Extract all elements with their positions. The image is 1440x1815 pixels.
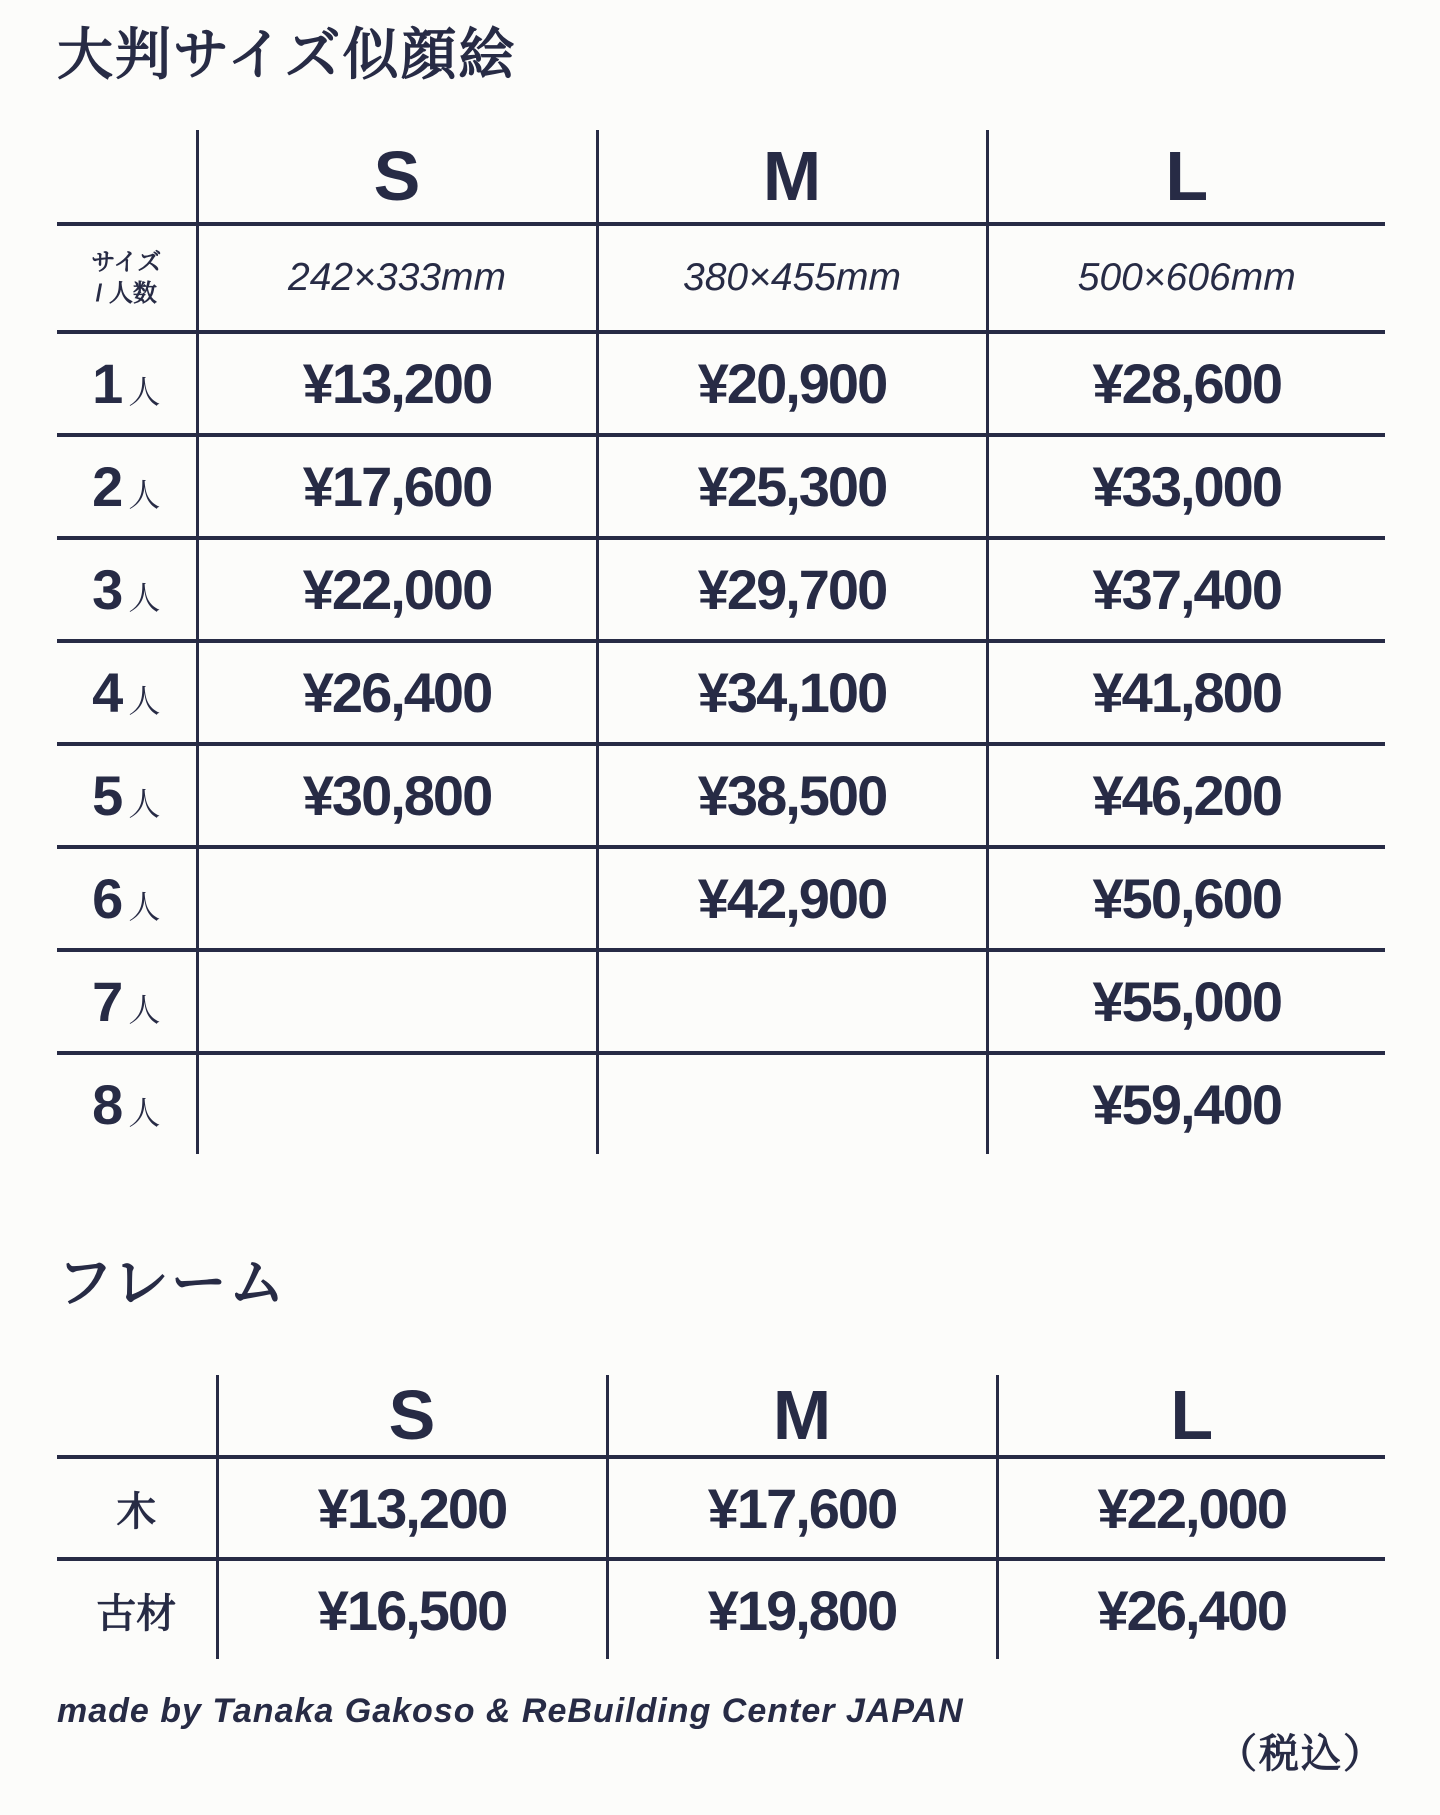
people-count-unit: 人 bbox=[128, 683, 161, 719]
frame-price-cell: ¥16,500 bbox=[217, 1559, 607, 1659]
people-count-number: 3 bbox=[92, 558, 124, 621]
frame-price-cell: ¥26,400 bbox=[997, 1559, 1385, 1659]
frame-material-cell: 古材 bbox=[96, 1591, 177, 1636]
people-count-cell bbox=[57, 744, 197, 847]
portrait-table-row bbox=[57, 847, 1385, 950]
price-cell: ¥28,600 bbox=[987, 332, 1385, 435]
frame-table-row bbox=[57, 1457, 1385, 1559]
frame-section-title: フレーム bbox=[57, 1251, 287, 1314]
column-header-m: M bbox=[597, 130, 987, 224]
people-count-number: 6 bbox=[92, 867, 124, 930]
price-cell: ¥46,200 bbox=[987, 744, 1385, 847]
size-dimensions-m: 380×455mm bbox=[597, 224, 987, 332]
portrait-table-row bbox=[57, 1053, 1385, 1154]
size-people-corner-label bbox=[57, 224, 197, 332]
price-cell bbox=[597, 1053, 987, 1154]
price-cell: ¥20,900 bbox=[597, 332, 987, 435]
column-header-s: S bbox=[197, 130, 597, 224]
price-cell bbox=[597, 950, 987, 1053]
frame-price-table bbox=[57, 1375, 1385, 1659]
frame-price-cell: ¥19,800 bbox=[607, 1559, 997, 1659]
people-count-cell bbox=[57, 1053, 197, 1154]
frame-corner-empty-cell bbox=[57, 1375, 217, 1457]
price-cell: ¥13,200 bbox=[197, 332, 597, 435]
people-count-number: 5 bbox=[92, 764, 124, 827]
tax-included-note: （税込） bbox=[1217, 1732, 1385, 1776]
price-cell: ¥37,400 bbox=[987, 538, 1385, 641]
price-cell bbox=[197, 847, 597, 950]
price-cell: ¥59,400 bbox=[987, 1053, 1385, 1154]
people-count-unit: 人 bbox=[128, 889, 161, 925]
people-count-unit: 人 bbox=[128, 580, 161, 616]
people-count-cell bbox=[57, 538, 197, 641]
portrait-table-row bbox=[57, 435, 1385, 538]
price-cell: ¥41,800 bbox=[987, 641, 1385, 744]
people-count-number: 8 bbox=[92, 1073, 124, 1136]
people-count-cell bbox=[57, 332, 197, 435]
portrait-size-row bbox=[57, 224, 1385, 332]
people-count-number: 7 bbox=[92, 970, 124, 1033]
frame-price-cell: ¥13,200 bbox=[217, 1457, 607, 1559]
column-header-l: L bbox=[987, 130, 1385, 224]
price-cell: ¥29,700 bbox=[597, 538, 987, 641]
size-dimensions-l: 500×606mm bbox=[987, 224, 1385, 332]
corner-label-line1: サイズ bbox=[91, 248, 162, 276]
portrait-section-title: 大判サイズ似顔絵 bbox=[57, 23, 517, 86]
price-cell: ¥26,400 bbox=[197, 641, 597, 744]
people-count-unit: 人 bbox=[128, 786, 161, 822]
price-cell bbox=[197, 950, 597, 1053]
frame-price-cell: ¥22,000 bbox=[997, 1457, 1385, 1559]
frame-table-row bbox=[57, 1559, 1385, 1659]
people-count-cell bbox=[57, 847, 197, 950]
frame-column-header-m: M bbox=[607, 1375, 997, 1457]
price-cell: ¥22,000 bbox=[197, 538, 597, 641]
portrait-table-row bbox=[57, 744, 1385, 847]
people-count-cell bbox=[57, 435, 197, 538]
price-cell: ¥34,100 bbox=[597, 641, 987, 744]
portrait-table-row bbox=[57, 332, 1385, 435]
people-count-cell bbox=[57, 641, 197, 744]
people-count-cell bbox=[57, 950, 197, 1053]
price-cell: ¥25,300 bbox=[597, 435, 987, 538]
price-cell: ¥50,600 bbox=[987, 847, 1385, 950]
people-count-number: 4 bbox=[92, 661, 124, 724]
portrait-table-row bbox=[57, 950, 1385, 1053]
people-count-unit: 人 bbox=[128, 1095, 161, 1131]
credit-line: made by Tanaka Gakoso & ReBuilding Center JAPAN bbox=[57, 1692, 964, 1730]
people-count-unit: 人 bbox=[128, 992, 161, 1028]
price-cell: ¥38,500 bbox=[597, 744, 987, 847]
portrait-table-row bbox=[57, 538, 1385, 641]
frame-material-cell: 木 bbox=[57, 1457, 217, 1559]
people-count-number: 1 bbox=[92, 352, 124, 415]
portrait-header-row bbox=[57, 130, 1385, 224]
portrait-table-row bbox=[57, 641, 1385, 744]
price-cell: ¥30,800 bbox=[197, 744, 597, 847]
people-count-number: 2 bbox=[92, 455, 124, 518]
price-cell: ¥55,000 bbox=[987, 950, 1385, 1053]
price-cell bbox=[197, 1053, 597, 1154]
people-count-unit: 人 bbox=[128, 374, 161, 410]
frame-price-cell: ¥17,600 bbox=[607, 1457, 997, 1559]
people-count-unit: 人 bbox=[128, 477, 161, 513]
price-cell: ¥17,600 bbox=[197, 435, 597, 538]
frame-header-row bbox=[57, 1375, 1385, 1457]
frame-column-header-l: L bbox=[997, 1375, 1385, 1457]
size-dimensions-s: 242×333mm bbox=[197, 224, 597, 332]
portrait-price-table bbox=[57, 130, 1385, 1154]
price-cell: ¥33,000 bbox=[987, 435, 1385, 538]
price-cell: ¥42,900 bbox=[597, 847, 987, 950]
frame-column-header-s: S bbox=[217, 1375, 607, 1457]
corner-empty-cell bbox=[57, 130, 197, 224]
corner-label-line2: / 人数 bbox=[95, 280, 157, 307]
